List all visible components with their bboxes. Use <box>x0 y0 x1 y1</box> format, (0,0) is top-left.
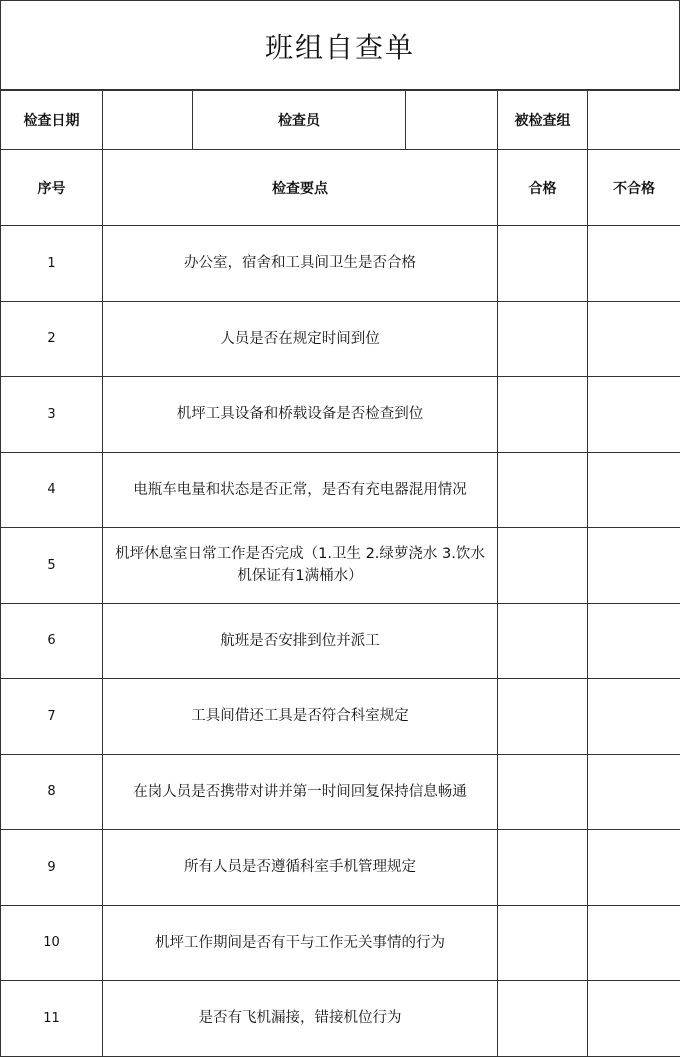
table-row <box>1 603 680 679</box>
pass-cell[interactable] <box>498 830 588 906</box>
table-row <box>1 754 680 830</box>
row-check-point: 人员是否在规定时间到位 <box>103 301 498 377</box>
date-label: 检查日期 <box>1 90 103 150</box>
fail-cell[interactable] <box>588 301 680 377</box>
table-row <box>1 301 680 377</box>
fail-cell[interactable] <box>588 905 680 981</box>
table-row <box>1 377 680 453</box>
row-check-point: 电瓶车电量和状态是否正常，是否有充电器混用情况 <box>103 452 498 528</box>
row-check-point: 工具间借还工具是否符合科室规定 <box>103 679 498 755</box>
table-row <box>1 981 680 1057</box>
row-number: 9 <box>1 830 103 906</box>
fail-cell[interactable] <box>588 981 680 1057</box>
fail-cell[interactable] <box>588 830 680 906</box>
checklist-table <box>0 89 680 1057</box>
fail-cell[interactable] <box>588 452 680 528</box>
fail-cell[interactable] <box>588 754 680 830</box>
table-row <box>1 452 680 528</box>
fail-cell[interactable] <box>588 679 680 755</box>
table-row <box>1 226 680 302</box>
row-number: 10 <box>1 905 103 981</box>
fail-cell[interactable] <box>588 226 680 302</box>
fail-cell[interactable] <box>588 603 680 679</box>
date-field[interactable] <box>103 90 193 150</box>
row-number: 2 <box>1 301 103 377</box>
row-number: 3 <box>1 377 103 453</box>
team-field[interactable] <box>588 90 680 150</box>
pass-cell[interactable] <box>498 528 588 604</box>
row-check-point: 机坪工作期间是否有干与工作无关事情的行为 <box>103 905 498 981</box>
table-row <box>1 905 680 981</box>
col-seq: 序号 <box>1 150 103 226</box>
inspector-field[interactable] <box>406 90 498 150</box>
form-title: 班组自查单 <box>0 0 680 91</box>
team-label: 被检查组 <box>498 90 588 150</box>
info-row <box>1 90 680 150</box>
pass-cell[interactable] <box>498 603 588 679</box>
row-number: 11 <box>1 981 103 1057</box>
row-number: 7 <box>1 679 103 755</box>
row-number: 8 <box>1 754 103 830</box>
fail-cell[interactable] <box>588 528 680 604</box>
row-check-point: 机坪工具设备和桥载设备是否检查到位 <box>103 377 498 453</box>
col-fail: 不合格 <box>588 150 680 226</box>
row-check-point: 是否有飞机漏接，错接机位行为 <box>103 981 498 1057</box>
table-row <box>1 679 680 755</box>
row-number: 4 <box>1 452 103 528</box>
col-pass: 合格 <box>498 150 588 226</box>
row-number: 1 <box>1 226 103 302</box>
fail-cell[interactable] <box>588 377 680 453</box>
pass-cell[interactable] <box>498 377 588 453</box>
table-row <box>1 830 680 906</box>
pass-cell[interactable] <box>498 301 588 377</box>
pass-cell[interactable] <box>498 754 588 830</box>
row-check-point: 办公室，宿舍和工具间卫生是否合格 <box>103 226 498 302</box>
row-check-point: 所有人员是否遵循科室手机管理规定 <box>103 830 498 906</box>
row-check-point: 在岗人员是否携带对讲并第一时间回复保持信息畅通 <box>103 754 498 830</box>
header-row <box>1 150 680 226</box>
pass-cell[interactable] <box>498 981 588 1057</box>
row-check-point: 机坪休息室日常工作是否完成（1.卫生 2.绿萝浇水 3.饮水机保证有1满桶水） <box>103 528 498 604</box>
row-number: 6 <box>1 603 103 679</box>
pass-cell[interactable] <box>498 905 588 981</box>
pass-cell[interactable] <box>498 452 588 528</box>
row-number: 5 <box>1 528 103 604</box>
pass-cell[interactable] <box>498 679 588 755</box>
row-check-point: 航班是否安排到位并派工 <box>103 603 498 679</box>
pass-cell[interactable] <box>498 226 588 302</box>
col-point: 检查要点 <box>103 150 498 226</box>
inspector-label: 检查员 <box>193 90 406 150</box>
table-row <box>1 528 680 604</box>
